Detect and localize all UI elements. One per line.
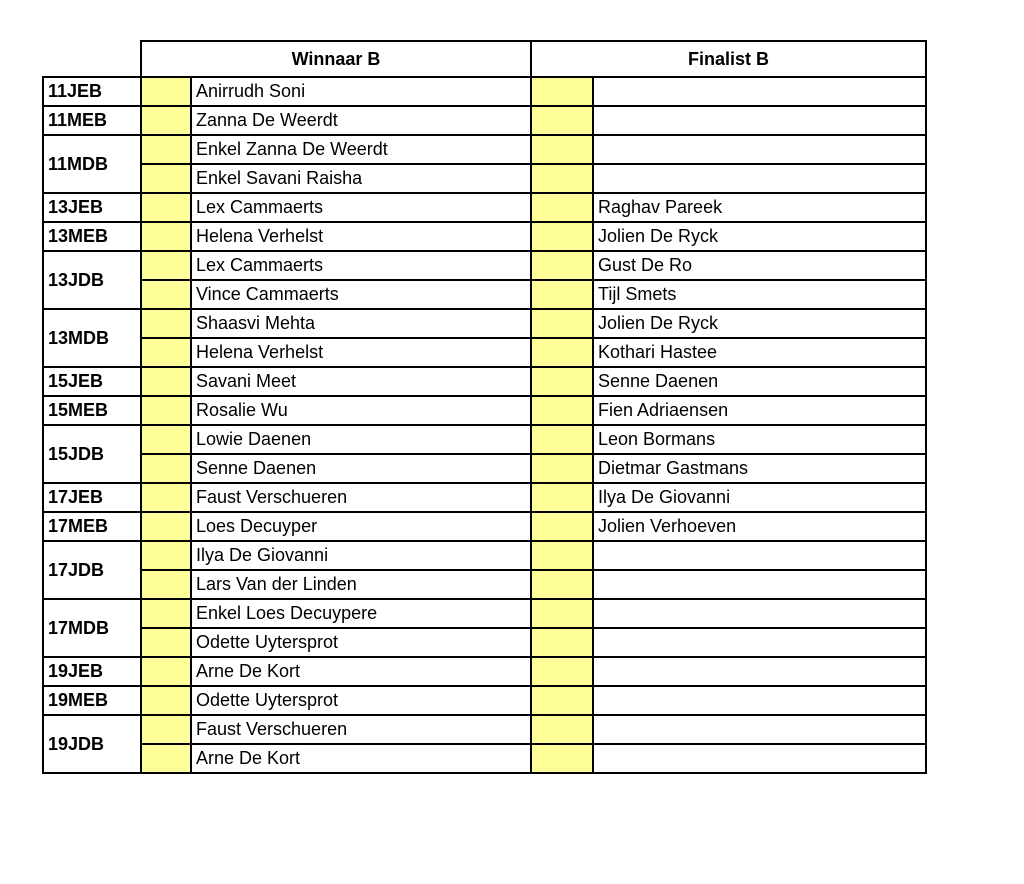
winner-name: Lars Van der Linden (191, 570, 531, 599)
winner-name: Lowie Daenen (191, 425, 531, 454)
winner-marker-cell (141, 744, 191, 773)
winner-name: Enkel Loes Decuypere (191, 599, 531, 628)
finalist-marker-cell (531, 164, 593, 193)
winner-marker-cell (141, 628, 191, 657)
finalist-name: Fien Adriaensen (593, 396, 926, 425)
winner-marker-cell (141, 193, 191, 222)
finalist-name (593, 570, 926, 599)
finalist-marker-cell (531, 367, 593, 396)
winner-name: Odette Uytersprot (191, 686, 531, 715)
category-code: 17JEB (43, 483, 141, 512)
table-row (43, 657, 926, 686)
table-row (43, 309, 926, 338)
finalist-marker-cell (531, 570, 593, 599)
winner-name: Savani Meet (191, 367, 531, 396)
table-row (43, 715, 926, 744)
table-row (43, 106, 926, 135)
finalist-marker-cell (531, 599, 593, 628)
winner-marker-cell (141, 541, 191, 570)
finalist-name (593, 135, 926, 164)
winner-name: Arne De Kort (191, 657, 531, 686)
table-row (43, 77, 926, 106)
finalist-name (593, 715, 926, 744)
finalist-marker-cell (531, 309, 593, 338)
winner-marker-cell (141, 251, 191, 280)
winner-name: Helena Verhelst (191, 338, 531, 367)
winner-marker-cell (141, 309, 191, 338)
winner-name: Loes Decuyper (191, 512, 531, 541)
finalist-marker-cell (531, 454, 593, 483)
finalist-marker-cell (531, 425, 593, 454)
table-row (43, 541, 926, 570)
finalist-column-header: Finalist B (531, 41, 926, 77)
results-table (42, 40, 927, 774)
finalist-marker-cell (531, 686, 593, 715)
winner-name: Helena Verhelst (191, 222, 531, 251)
category-code: 19MEB (43, 686, 141, 715)
winner-name: Ilya De Giovanni (191, 541, 531, 570)
winner-marker-cell (141, 106, 191, 135)
category-code: 13JEB (43, 193, 141, 222)
category-code: 11MEB (43, 106, 141, 135)
winner-name: Faust Verschueren (191, 715, 531, 744)
winner-column-header: Winnaar B (141, 41, 531, 77)
winner-name: Rosalie Wu (191, 396, 531, 425)
table-row (43, 628, 926, 657)
category-code: 11MDB (43, 135, 141, 193)
winner-name: Vince Cammaerts (191, 280, 531, 309)
category-code: 19JDB (43, 715, 141, 773)
finalist-name (593, 541, 926, 570)
finalist-marker-cell (531, 744, 593, 773)
header-corner (43, 41, 141, 77)
winner-marker-cell (141, 164, 191, 193)
finalist-name (593, 164, 926, 193)
category-code: 15JEB (43, 367, 141, 396)
finalist-marker-cell (531, 541, 593, 570)
finalist-marker-cell (531, 628, 593, 657)
winner-marker-cell (141, 599, 191, 628)
finalist-name: Gust De Ro (593, 251, 926, 280)
table-row (43, 251, 926, 280)
finalist-name: Dietmar Gastmans (593, 454, 926, 483)
category-code: 15JDB (43, 425, 141, 483)
finalist-name: Senne Daenen (593, 367, 926, 396)
finalist-marker-cell (531, 280, 593, 309)
finalist-name (593, 657, 926, 686)
winner-marker-cell (141, 425, 191, 454)
finalist-marker-cell (531, 106, 593, 135)
table-row (43, 280, 926, 309)
table-row (43, 135, 926, 164)
finalist-name (593, 686, 926, 715)
table-row (43, 193, 926, 222)
winner-marker-cell (141, 280, 191, 309)
table-row (43, 425, 926, 454)
finalist-name: Jolien Verhoeven (593, 512, 926, 541)
table-row (43, 367, 926, 396)
finalist-name (593, 599, 926, 628)
winner-name: Odette Uytersprot (191, 628, 531, 657)
finalist-marker-cell (531, 222, 593, 251)
category-code: 17MDB (43, 599, 141, 657)
table-body (43, 77, 926, 773)
finalist-name: Tijl Smets (593, 280, 926, 309)
finalist-marker-cell (531, 512, 593, 541)
finalist-marker-cell (531, 338, 593, 367)
finalist-marker-cell (531, 193, 593, 222)
category-code: 17JDB (43, 541, 141, 599)
table-row (43, 454, 926, 483)
winner-marker-cell (141, 483, 191, 512)
winner-name: Faust Verschueren (191, 483, 531, 512)
winner-marker-cell (141, 715, 191, 744)
finalist-name (593, 744, 926, 773)
category-code: 11JEB (43, 77, 141, 106)
finalist-name (593, 106, 926, 135)
winner-name: Shaasvi Mehta (191, 309, 531, 338)
winner-name: Enkel Savani Raisha (191, 164, 531, 193)
winner-marker-cell (141, 657, 191, 686)
winner-name: Zanna De Weerdt (191, 106, 531, 135)
table-row (43, 570, 926, 599)
table-row (43, 164, 926, 193)
winner-marker-cell (141, 570, 191, 599)
winner-marker-cell (141, 222, 191, 251)
finalist-marker-cell (531, 715, 593, 744)
winner-name: Anirrudh Soni (191, 77, 531, 106)
winner-name: Arne De Kort (191, 744, 531, 773)
finalist-name: Jolien De Ryck (593, 309, 926, 338)
finalist-marker-cell (531, 657, 593, 686)
finalist-name: Kothari Hastee (593, 338, 926, 367)
category-code: 13MDB (43, 309, 141, 367)
winner-name: Enkel Zanna De Weerdt (191, 135, 531, 164)
finalist-marker-cell (531, 77, 593, 106)
winner-name: Senne Daenen (191, 454, 531, 483)
finalist-name (593, 77, 926, 106)
finalist-name (593, 628, 926, 657)
finalist-name: Ilya De Giovanni (593, 483, 926, 512)
finalist-marker-cell (531, 135, 593, 164)
table-row (43, 599, 926, 628)
category-code: 13MEB (43, 222, 141, 251)
winner-marker-cell (141, 135, 191, 164)
finalist-name: Leon Bormans (593, 425, 926, 454)
winner-marker-cell (141, 512, 191, 541)
table-row (43, 483, 926, 512)
table-row (43, 512, 926, 541)
winner-marker-cell (141, 454, 191, 483)
winner-marker-cell (141, 686, 191, 715)
winner-marker-cell (141, 77, 191, 106)
category-code: 17MEB (43, 512, 141, 541)
finalist-marker-cell (531, 483, 593, 512)
category-code: 19JEB (43, 657, 141, 686)
table-row (43, 686, 926, 715)
table-row (43, 396, 926, 425)
winner-marker-cell (141, 338, 191, 367)
finalist-name: Jolien De Ryck (593, 222, 926, 251)
winner-marker-cell (141, 396, 191, 425)
table-row (43, 222, 926, 251)
winner-name: Lex Cammaerts (191, 251, 531, 280)
category-code: 15MEB (43, 396, 141, 425)
winner-name: Lex Cammaerts (191, 193, 531, 222)
finalist-name: Raghav Pareek (593, 193, 926, 222)
finalist-marker-cell (531, 251, 593, 280)
table-row (43, 744, 926, 773)
category-code: 13JDB (43, 251, 141, 309)
header-row (43, 41, 926, 77)
finalist-marker-cell (531, 396, 593, 425)
winner-marker-cell (141, 367, 191, 396)
table-row (43, 338, 926, 367)
